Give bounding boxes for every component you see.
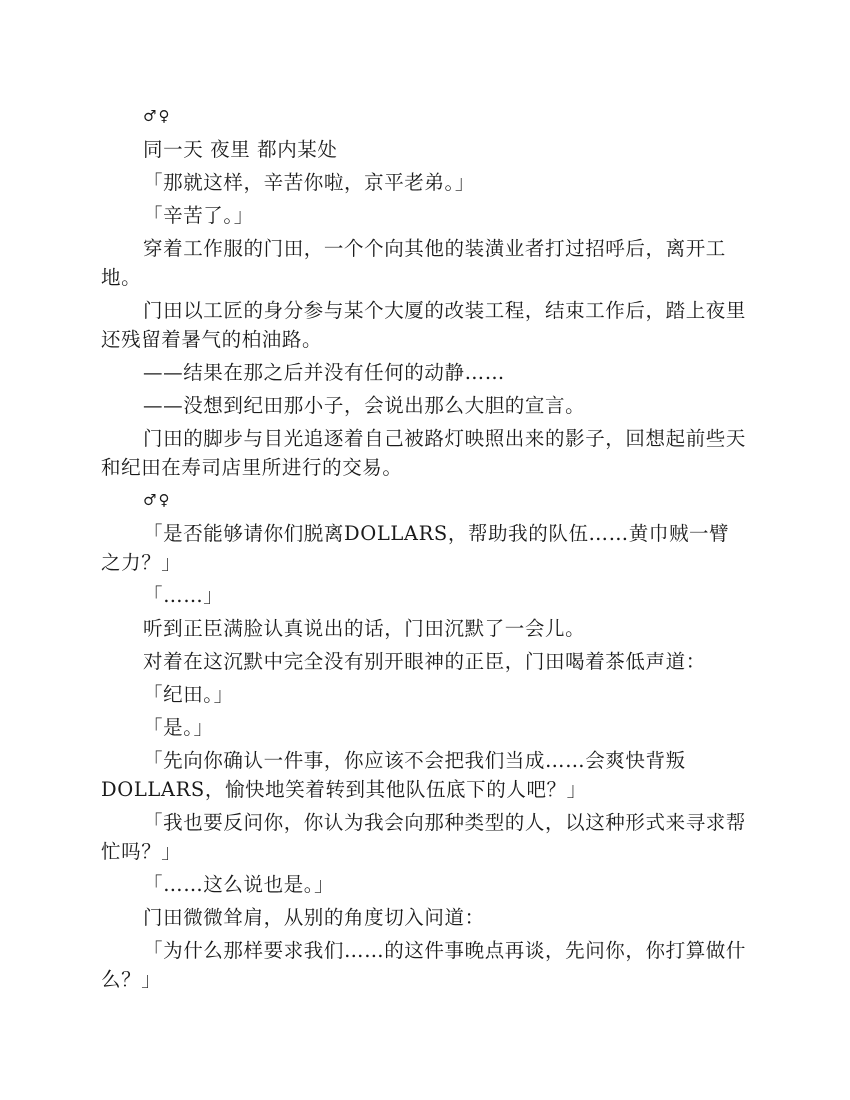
paragraph: 「那就这样，辛苦你啦，京平老弟。」 (143, 171, 475, 194)
scene-separator: ♂♀ (143, 491, 172, 509)
novel-page (101, 102, 748, 998)
paragraph: 门田以工匠的身分参与某个大厦的改装工程，结束工作后，踏上夜里还残留着暑气的柏油路。 (101, 299, 747, 351)
paragraph: 「……这么说也是。」 (143, 873, 335, 896)
scene-heading: 同一天 夜里 都内某处 (143, 138, 338, 161)
paragraph: 门田微微耸肩，从别的角度切入问道： (143, 906, 485, 929)
paragraph: 听到正臣满脸认真说出的话，门田沉默了一会儿。 (143, 617, 586, 640)
paragraph: 门田的脚步与目光追逐着自己被路灯映照出来的影子，回想起前些天和纪田在寿司店里所进行的交易。 (101, 427, 747, 479)
paragraph: 「辛苦了。」 (143, 204, 254, 227)
paragraph: 「……」 (143, 584, 224, 607)
paragraph: 「我也要反问你，你认为我会向那种类型的人，以这种形式来寻求帮忙吗？」 (101, 811, 747, 863)
paragraph: 穿着工作服的门田，一个个向其他的装潢业者打过招呼后，离开工地。 (101, 237, 726, 289)
paragraph: ——结果在那之后并没有任何的动静…… (143, 361, 505, 384)
paragraph: ——没想到纪田那小子，会说出那么大胆的宣言。 (143, 394, 586, 417)
paragraph: 「是。」 (143, 716, 214, 739)
scene-separator: ♂♀ (143, 107, 172, 125)
paragraph: 「为什么那样要求我们……的这件事晚点再谈，先问你，你打算做什么？」 (101, 939, 747, 991)
paragraph: 「纪田。」 (143, 683, 234, 706)
paragraph: 「先向你确认一件事，你应该不会把我们当成……会爽快背叛DOLLARS，愉快地笑着转到其他队伍底下的人吧？」 (101, 749, 686, 801)
paragraph: 对着在这沉默中完全没有别开眼神的正臣，门田喝着茶低声道： (143, 650, 706, 673)
paragraph: 「是否能够请你们脱离DOLLARS，帮助我的队伍……黄巾贼一臂之力？」 (101, 522, 730, 574)
